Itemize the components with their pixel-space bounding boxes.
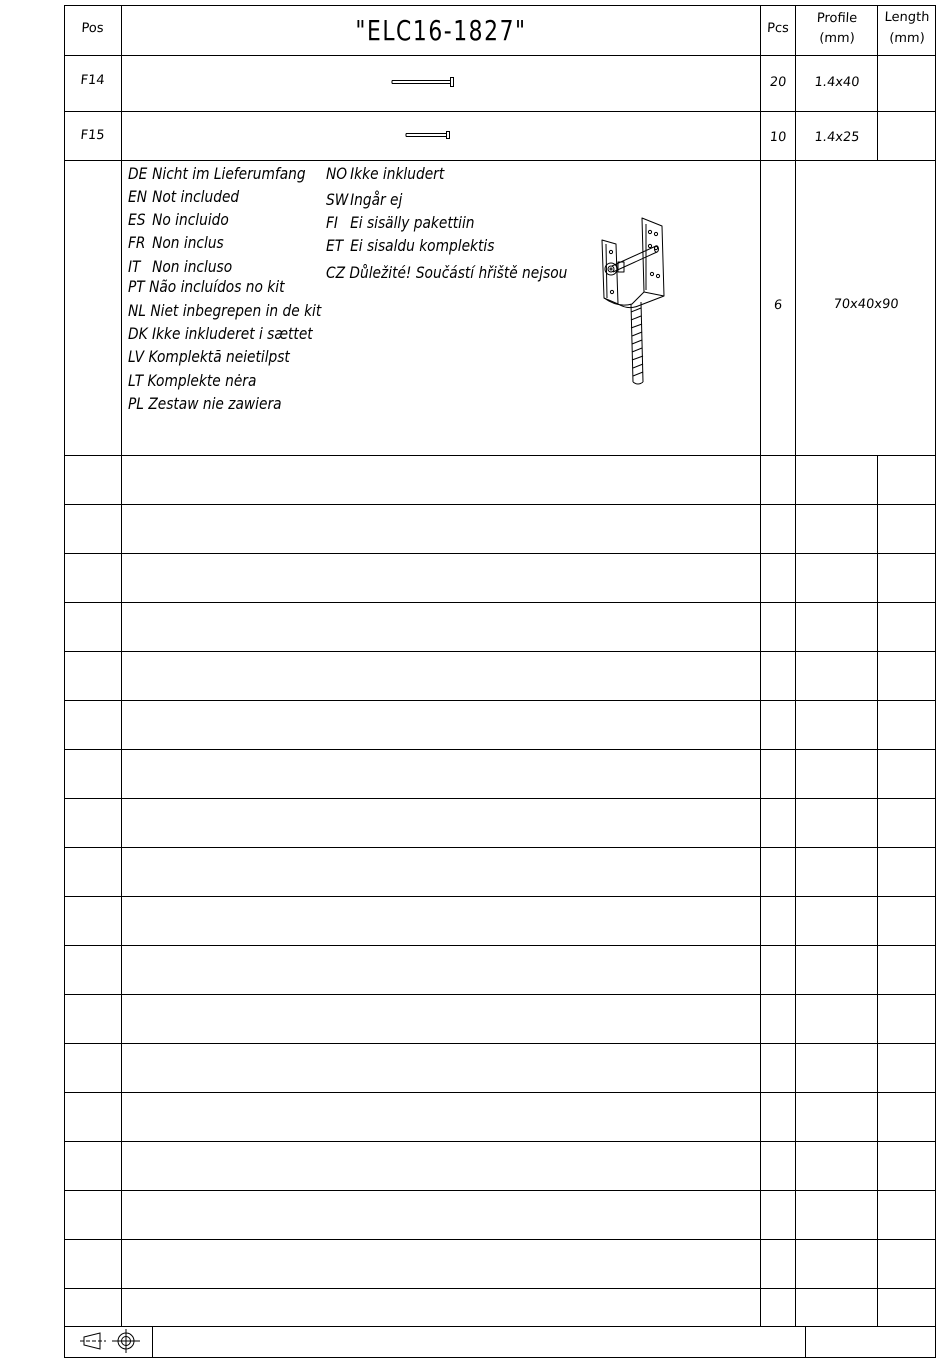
lang-line-cz: CZ Důležité! Součástí hřiště nejsou: [326, 263, 568, 282]
row-f15-pcs: 10: [768, 130, 788, 145]
row-f15-profile: 1.4x25: [813, 130, 861, 145]
lang-line-pl: PL Zestaw nie zawiera: [128, 394, 282, 413]
header-length: Length: [884, 10, 930, 25]
row-f14-pcs: 20: [768, 75, 788, 90]
lang-line-lv: LV Komplektā neietilpst: [128, 347, 290, 366]
row-f14-profile: 1.4x40: [813, 75, 861, 90]
lang-line-lt: LT Komplekte nėra: [128, 371, 257, 390]
first-angle-projection-icon: [76, 1328, 146, 1356]
lang-line-sw: SW Ingår ej: [326, 190, 403, 209]
lang-line-fi: FI Ei sisälly pakettiin: [326, 213, 475, 232]
post-anchor-icon: [598, 212, 670, 388]
lang-line-de: DE Nicht im Lieferumfang: [128, 164, 306, 183]
lang-line-pt: PT Não incluídos no kit: [128, 277, 285, 296]
lang-line-it: IT Non incluso: [128, 257, 233, 276]
lang-line-en: EN Not included: [128, 187, 240, 206]
lang-line-et: ET Ei sisaldu komplektis: [326, 236, 495, 255]
header-length-unit: (mm): [888, 31, 926, 46]
row-f14-pos: F14: [79, 73, 106, 88]
header-profile: Profile: [816, 11, 858, 26]
lang-line-no: NO Ikke inkludert: [326, 164, 445, 183]
header-pos: Pos: [81, 21, 104, 36]
lang-line-fr: FR Non inclus: [128, 233, 224, 252]
document-title: "ELC16-1827": [355, 14, 527, 47]
nail-icon: [390, 74, 458, 90]
lang-line-nl: NL Niet inbegrepen in de kit: [128, 301, 322, 320]
not-included-profile: 70x40x90: [832, 297, 900, 312]
not-included-pcs: 6: [773, 298, 783, 313]
lang-line-es: ES No incluido: [128, 210, 229, 229]
header-pcs: Pcs: [766, 21, 790, 36]
row-f15-pos: F15: [79, 128, 106, 143]
nail-icon: [404, 127, 456, 143]
header-profile-unit: (mm): [818, 31, 856, 46]
lang-line-dk: DK Ikke inkluderet i sættet: [128, 324, 313, 343]
